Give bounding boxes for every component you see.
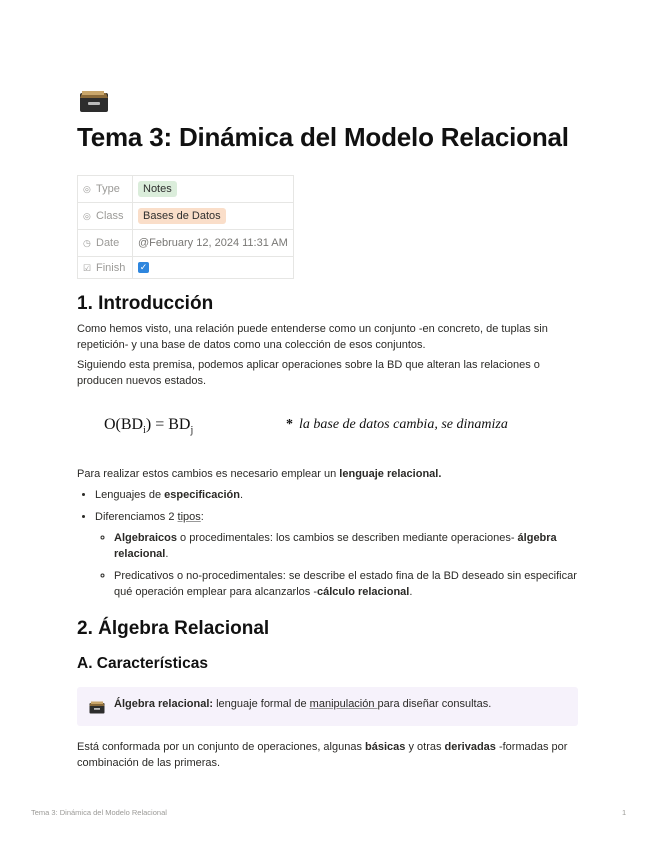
date-value[interactable]: @February 12, 2024 11:31 AM	[138, 237, 288, 249]
formula-note: * la base de datos cambia, se dinamiza	[286, 417, 508, 432]
list-item: • Diferenciamos 2 tipos:	[95, 509, 579, 525]
list-item: ◦ Algebraicos o procedimentales: los cambios se describen mediante operaciones- álgebra relacional.	[114, 530, 579, 562]
callout	[77, 687, 578, 726]
footer-title: Tema 3: Dinámica del Modelo Relacional	[31, 808, 167, 817]
sub-list	[96, 568, 579, 600]
sub-list	[96, 530, 579, 562]
page-number: 1	[622, 808, 627, 817]
bullet-list	[77, 509, 579, 525]
properties-table	[77, 175, 294, 279]
callout-text: Álgebra relacional: lenguaje formal de manipulación para diseñar consultas.	[114, 698, 492, 710]
class-tag[interactable]: Bases de Datos	[138, 208, 226, 224]
property-key: Date	[96, 237, 120, 249]
list-item: ◦ Predicativos o no-procedimentales: se describe el estado fina de la BD deseado sin especificar qué operación emplear para alcanzarlos -cálculo relacional.	[114, 568, 579, 600]
manipulacion-link[interactable]: manipulación	[309, 698, 378, 710]
target-icon: ◎	[83, 211, 91, 221]
property-key: Class	[96, 210, 124, 222]
page-title: Tema 3: Dinámica del Modelo Relacional	[77, 122, 569, 152]
paragraph: Está conformada por un conjunto de operaciones, algunas básicas y otras derivadas -formadas por combinación de las primeras.	[77, 741, 568, 769]
paragraph: Siguiendo esta premisa, podemos aplicar operaciones sobre la BD que alteran las relaciones o producen nuevos estados.	[77, 359, 540, 387]
subsection-heading-caracteristicas: A. Características	[77, 655, 208, 672]
property-key: Finish	[96, 261, 126, 274]
property-row-date	[78, 230, 294, 257]
checkbox-icon: ☑	[83, 262, 92, 273]
property-row-finish	[78, 257, 294, 279]
file-cabinet-icon	[89, 701, 105, 714]
finish-checkbox[interactable]: ✓	[139, 262, 148, 273]
target-icon: ◎	[83, 184, 91, 194]
section-heading-introduccion: 1. Introducción	[77, 293, 214, 314]
type-tag[interactable]: Notes	[138, 181, 177, 197]
paragraph: Para realizar estos cambios es necesario emplear un lenguaje relacional.	[77, 468, 442, 480]
list-item: • Lenguajes de especificación.	[95, 487, 579, 503]
file-cabinet-icon	[79, 90, 109, 113]
paragraph: Como hemos visto, una relación puede entenderse como un conjunto -en concreto, de tuplas sin repetición- y una base de datos como una colección de esos conjuntos.	[77, 323, 548, 351]
bullet-list	[77, 487, 579, 503]
tipos-link[interactable]: tipos	[177, 511, 201, 523]
clock-icon: ◷	[83, 238, 91, 248]
property-key: Type	[96, 183, 120, 195]
property-row-class	[78, 203, 294, 230]
formula: $O(BD_i) = BD_j$	[104, 416, 194, 437]
property-row-type	[78, 176, 294, 203]
section-heading-algebra: 2. Álgebra Relacional	[77, 618, 270, 639]
